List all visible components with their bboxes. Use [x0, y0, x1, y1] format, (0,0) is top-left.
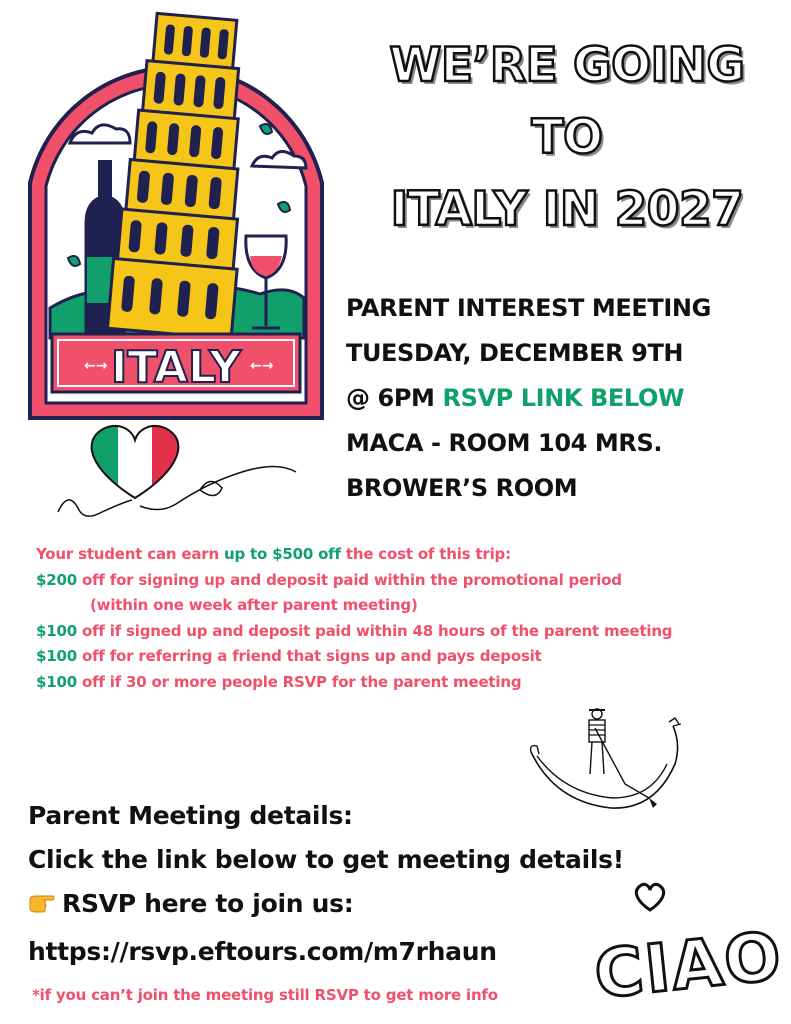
- discount-item: $100 off if signed up and deposit paid within 48 hours of the parent meeting: [36, 621, 673, 640]
- discount-item: $200 off for signing up and deposit paid within the promotional period: [36, 570, 622, 589]
- rsvp-link-below: RSVP LINK BELOW: [442, 384, 685, 412]
- italy-heart-icon: [50, 420, 310, 530]
- leaning-tower-icon: [108, 11, 259, 339]
- italy-badge-illustration: [20, 8, 340, 428]
- meeting-room: BROWER’S ROOM: [346, 474, 578, 502]
- ciao-doodle: [588, 880, 788, 1014]
- svg-text:←→: ←→: [250, 358, 274, 374]
- footnote: *if you can’t join the meeting still RSVP to get more info: [32, 986, 498, 1004]
- meeting-date: TUESDAY, DECEMBER 9TH: [346, 339, 684, 367]
- meeting-title: PARENT INTEREST MEETING: [346, 294, 711, 322]
- discount-item: $100 off if 30 or more people RSVP for the parent meeting: [36, 672, 522, 691]
- meeting-location: MACA - ROOM 104 MRS.: [346, 429, 663, 457]
- pointing-hand-icon: [28, 886, 56, 930]
- discount-item: $100 off for referring a friend that signs up and pays deposit: [36, 647, 542, 666]
- details-instruction: Click the link below to get meeting details!: [28, 845, 624, 874]
- svg-text:←→: ←→: [84, 358, 108, 374]
- details-heading: Parent Meeting details:: [28, 801, 353, 830]
- headline: [352, 30, 782, 246]
- heart-doodle-icon: [636, 884, 663, 910]
- meeting-time: @ 6PM: [346, 384, 443, 412]
- discount-intro: Your student can earn up to $500 off the cost of this trip:: [36, 545, 511, 563]
- headline-line-1: WE’RE GOING: [389, 38, 745, 93]
- meeting-time-line: [346, 376, 786, 421]
- meeting-info: [346, 286, 786, 511]
- discount-item-note: (within one week after parent meeting): [90, 596, 418, 615]
- rsvp-url-link[interactable]: https://rsvp.eftours.com/m7rhaun: [28, 937, 497, 966]
- headline-line-2: TO: [531, 110, 603, 165]
- headline-line-3: ITALY IN 2027: [390, 182, 744, 237]
- ciao-text: CIAO: [590, 917, 787, 1014]
- badge-label: ITALY: [110, 342, 242, 393]
- discount-list: [36, 542, 776, 696]
- rsvp-join-text: RSVP here to join us:: [62, 889, 354, 918]
